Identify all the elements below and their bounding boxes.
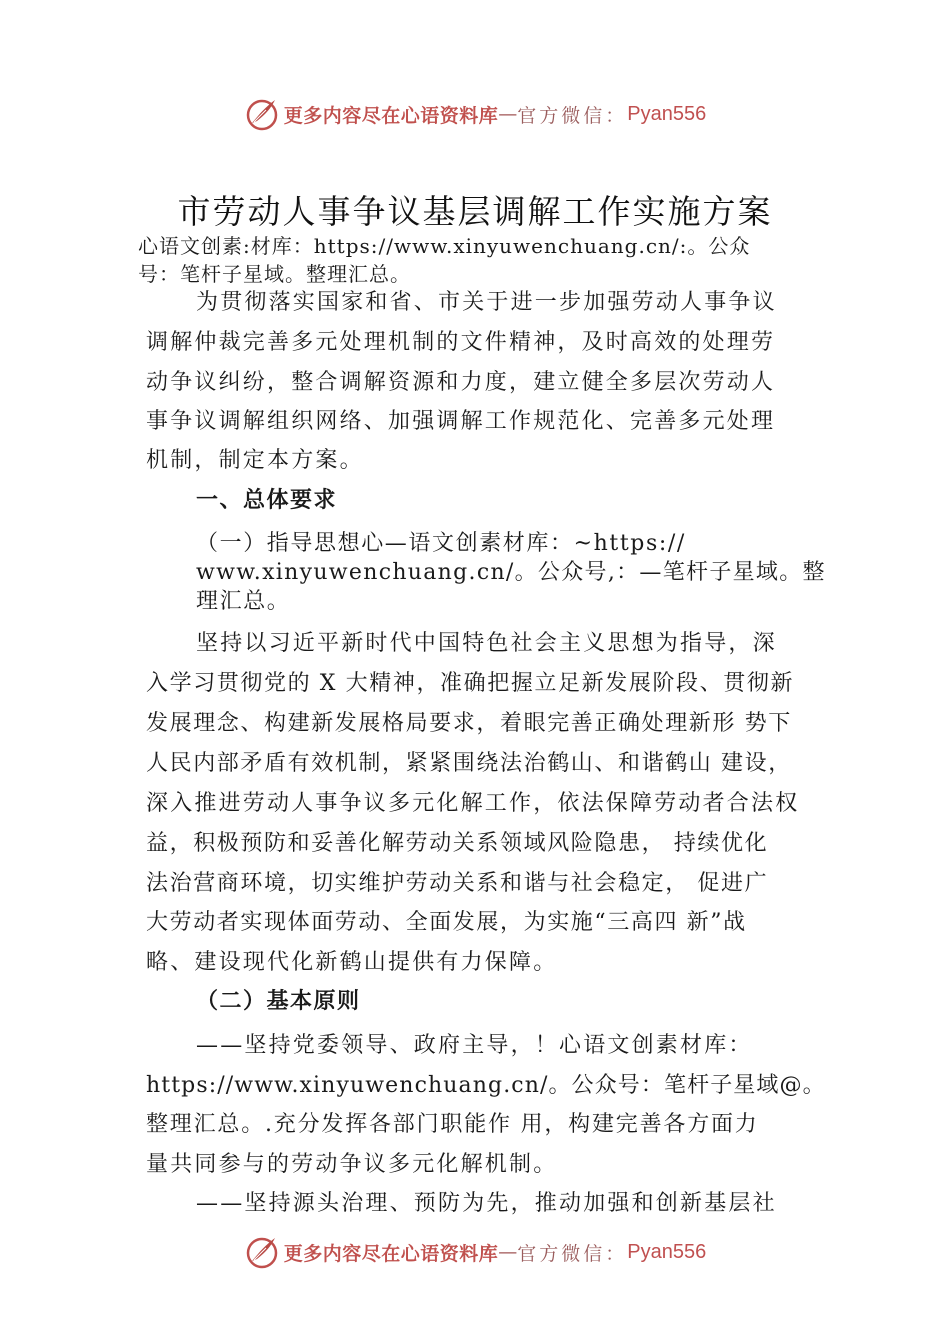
- intro-line: 机制，制定本方案。: [146, 448, 364, 473]
- subheading-line: 理汇总。: [196, 589, 291, 614]
- body-line: 深入推进劳动人事争议多元化解工作，依法保障劳动者合法权: [146, 791, 800, 816]
- source-note-line: 心语文创素:材库：https://www.xinyuwenchuang.cn/:。公众: [138, 234, 751, 258]
- quill-pen-logo-icon: [244, 96, 280, 132]
- quill-pen-logo-icon: [244, 1234, 280, 1270]
- body-line: ——坚持党委领导、政府主导，！心语文创素材库：: [196, 1033, 753, 1058]
- header-banner: [0, 92, 950, 136]
- body-line: 大劳动者实现体面劳动、全面发展，为实施“三高四 新”战: [146, 910, 747, 935]
- document-title: 市劳动人事争议基层调解工作实施方案: [177, 192, 773, 231]
- subheading-line: www.xinyuwenchuang.cn/。公众号,：—笔杆子星域。整: [196, 560, 826, 585]
- banner-wechat-id: Pyan556: [627, 1240, 707, 1263]
- intro-line: 调解仲裁完善多元处理机制的文件精神，及时高效的处理劳: [146, 330, 776, 355]
- source-note-line: 号：笔杆子星域。整理汇总。: [138, 262, 411, 286]
- body-line: 量共同参与的劳动争议多元化解机制。: [146, 1152, 558, 1177]
- body-line: 法治营商环境，切实维护劳动关系和谐与社会稳定， 促进广: [146, 871, 769, 896]
- subheading-line: （一）指导思想心—语文创素材库：~https://: [196, 531, 686, 556]
- body-line: 整理汇总。.充分发挥各部门职能作 用，构建完善各方面力: [146, 1112, 759, 1137]
- banner-separator: —: [498, 103, 518, 125]
- intro-line: 事争议调解组织网络、加强调解工作规范化、完善多元处理: [146, 409, 776, 434]
- body-line: 坚持以习近平新时代中国特色社会主义思想为指导，深: [196, 631, 777, 656]
- intro-line: 动争议纠纷，整合调解资源和力度，建立健全多层次劳动人: [146, 370, 776, 395]
- body-line: 入学习贯彻党的 X 大精神，准确把握立足新发展阶段、贯彻新: [146, 671, 795, 696]
- footer-banner: [0, 1230, 950, 1274]
- body-line: 略、建设现代化新鹤山提供有力保障。: [146, 950, 558, 975]
- banner-main-text: 更多内容尽在心语资料库: [283, 104, 499, 127]
- body-line: https://www.xinyuwenchuang.cn/。公众号：笔杆子星域@。: [146, 1073, 826, 1098]
- body-line: 人民内部矛盾有效机制，紧紧围绕法治鹤山、和谐鹤山 建设，: [146, 751, 792, 776]
- banner-label: 官方微信：: [517, 1242, 628, 1265]
- intro-line: 为贯彻落实国家和省、市关于进一步加强劳动人事争议: [196, 290, 777, 315]
- banner-main-text: 更多内容尽在心语资料库: [283, 1242, 499, 1265]
- body-line: 益，积极预防和妥善化解劳动关系领域风险隐患， 持续优化: [146, 831, 769, 856]
- banner-separator: —: [498, 1241, 518, 1263]
- section-heading: 一、总体要求: [196, 488, 338, 513]
- body-line: ——坚持源头治理、预防为先，推动加强和创新基层社: [196, 1191, 777, 1216]
- body-line: 发展理念、构建新发展格局要求，着眼完善正确处理新形 势下: [146, 711, 792, 736]
- banner-wechat-id: Pyan556: [627, 102, 707, 125]
- banner-label: 官方微信：: [517, 104, 628, 127]
- subheading: （二）基本原则: [196, 989, 361, 1014]
